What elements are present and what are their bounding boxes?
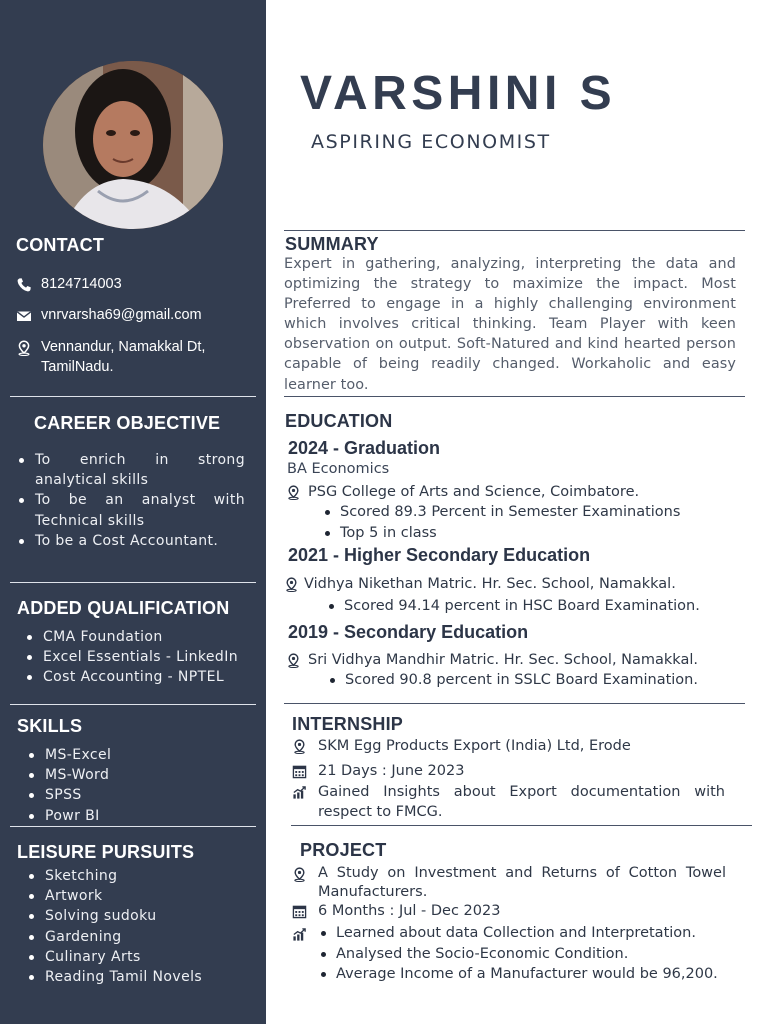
education-title: 2019 - Secondary Education	[288, 622, 529, 642]
sidebar	[0, 0, 266, 1024]
divider	[284, 230, 745, 231]
internship-duration: 21 Days : June 2023	[292, 761, 464, 781]
education-heading: EDUCATION	[285, 411, 393, 431]
list-item: Excel Essentials - LinkedIn	[25, 647, 238, 667]
divider	[284, 703, 745, 704]
career-objective-list	[17, 450, 245, 551]
divider	[10, 704, 256, 705]
list-item: SPSS	[27, 785, 111, 805]
list-item: Reading Tamil Novels	[27, 967, 202, 987]
list-item: Cost Accounting - NPTEL	[25, 667, 238, 687]
education-institution: Vidhya Nikethan Matric. Hr. Sec. School, Namakkal.	[284, 574, 676, 594]
location-pin-icon	[286, 653, 301, 668]
email-address: vnrvarsha69@gmail.com	[41, 307, 202, 323]
leisure-list	[27, 866, 202, 987]
list-item: To be an analyst with Technical skills	[17, 490, 245, 530]
list-item: Scored 94.14 percent in HSC Board Examination.	[326, 596, 700, 617]
list-item: Average Income of a Manufacturer would be 96,200.	[318, 964, 718, 985]
divider	[284, 396, 745, 397]
location-pin-icon	[292, 739, 307, 754]
career-objective-heading: CAREER OBJECTIVE	[34, 413, 221, 433]
education-title: 2024 - Graduation	[288, 438, 441, 458]
skills-heading: SKILLS	[17, 716, 83, 736]
education-title: 2021 - Higher Secondary Education	[288, 545, 591, 565]
phone-icon	[16, 277, 32, 293]
location-pin-icon	[292, 867, 307, 882]
list-item: CMA Foundation	[25, 627, 238, 647]
growth-chart-icon	[292, 927, 307, 942]
internship-company: SKM Egg Products Export (India) Ltd, Erode	[292, 736, 631, 756]
divider	[10, 826, 256, 827]
calendar-icon	[292, 904, 307, 919]
list-item: MS-Word	[27, 765, 111, 785]
internship-insight: Gained Insights about Export documentation with respect to FMCG.	[292, 782, 725, 822]
profile-photo	[43, 61, 223, 229]
list-item: Powr BI	[27, 806, 111, 826]
added-qualification-heading: ADDED QUALIFICATION	[17, 598, 230, 618]
list-item: Culinary Arts	[27, 947, 202, 967]
skills-list	[27, 745, 111, 826]
list-item: MS-Excel	[27, 745, 111, 765]
divider	[10, 582, 256, 583]
candidate-name: VARSHINI S	[300, 67, 617, 120]
education-points	[322, 502, 680, 543]
project-heading: PROJECT	[300, 840, 387, 860]
education-points	[327, 670, 698, 691]
education-subtitle: BA Economics	[287, 461, 390, 477]
list-item: Scored 89.3 Percent in Semester Examinations	[322, 502, 680, 523]
added-qualification-list	[25, 627, 238, 688]
project-duration: 6 Months : Jul - Dec 2023	[292, 901, 500, 921]
address-line-2: TamilNadu.	[41, 359, 114, 375]
list-item: Learned about data Collection and Interpretation.	[318, 923, 718, 944]
internship-heading: INTERNSHIP	[292, 714, 404, 734]
contact-phone[interactable]	[16, 276, 122, 293]
list-item: Analysed the Socio-Economic Condition.	[318, 944, 718, 965]
project-points-row	[292, 924, 318, 942]
phone-number: 8124714003	[41, 276, 122, 292]
leisure-heading: LEISURE PURSUITS	[17, 842, 195, 862]
list-item: Top 5 in class	[322, 523, 680, 544]
contact-heading: CONTACT	[16, 235, 105, 255]
calendar-icon	[292, 764, 307, 779]
list-item: Artwork	[27, 886, 202, 906]
education-institution: PSG College of Arts and Science, Coimbatore.	[286, 482, 639, 502]
contact-address	[16, 337, 205, 377]
list-item: Solving sudoku	[27, 906, 202, 926]
list-item: To enrich in strong analytical skills	[17, 450, 245, 490]
mail-icon	[16, 308, 32, 324]
candidate-role: ASPIRING ECONOMIST	[311, 131, 551, 153]
project-title: A Study on Investment and Returns of Cotton Towel Manufacturers.	[292, 864, 726, 902]
education-institution: Sri Vidhya Mandhir Matric. Hr. Sec. School, Namakkal.	[286, 650, 698, 670]
contact-email[interactable]	[16, 307, 202, 324]
growth-chart-icon	[292, 785, 307, 800]
list-item: Scored 90.8 percent in SSLC Board Examination.	[327, 670, 698, 691]
divider	[291, 825, 752, 826]
location-pin-icon	[16, 340, 32, 356]
address-line-1: Vennandur, Namakkal Dt,	[41, 339, 206, 355]
education-points	[326, 596, 700, 617]
list-item: Gardening	[27, 927, 202, 947]
list-item: To be a Cost Accountant.	[17, 531, 245, 551]
divider	[10, 396, 256, 397]
project-points	[318, 923, 718, 985]
summary-text: Expert in gathering, analyzing, interpreting the data and optimizing the strategy to maximize the impact. Most Preferred to engage in a highly challenging environment which involves critical thinking. Team Player with keen observation on output. Soft-Natured and kind hearted person capable of being readily changed. Workaholic and easy learner too.	[284, 256, 736, 393]
location-pin-icon	[284, 577, 299, 592]
list-item: Sketching	[27, 866, 202, 886]
location-pin-icon	[286, 485, 301, 500]
summary-heading: SUMMARY	[285, 234, 379, 254]
